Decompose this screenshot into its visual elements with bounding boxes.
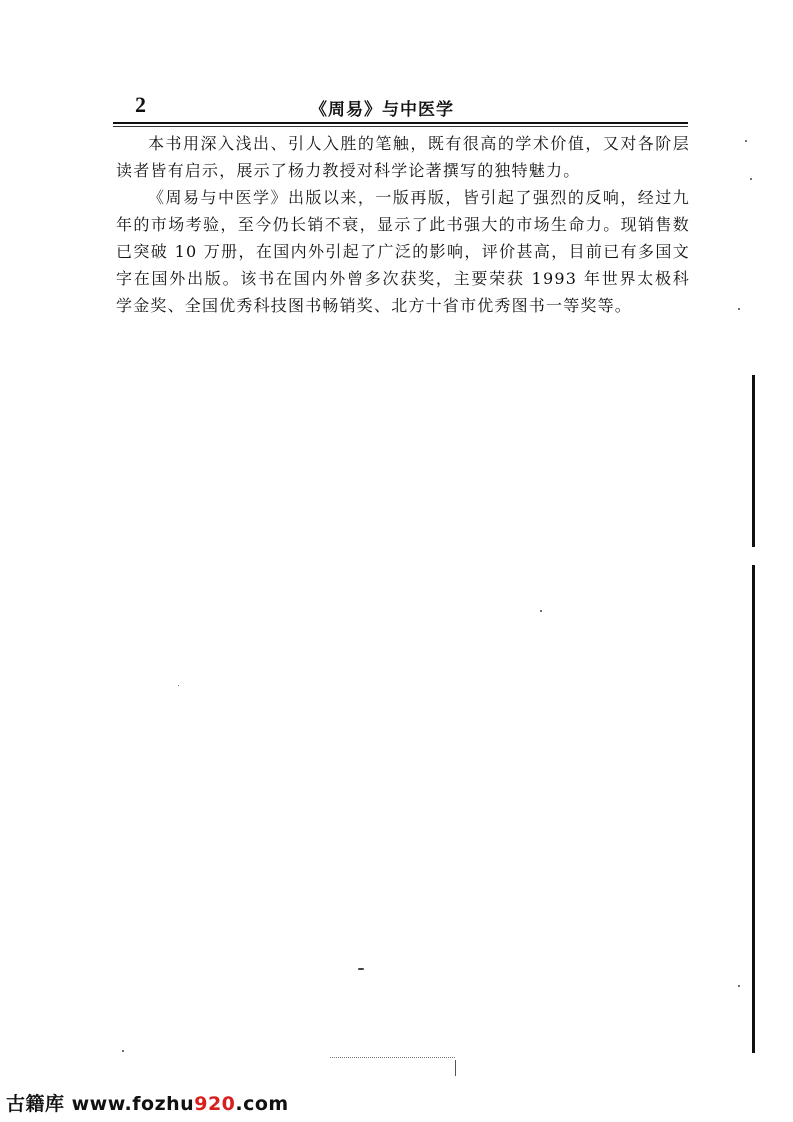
body-text xyxy=(116,130,690,319)
scan-speck xyxy=(745,140,747,142)
scan-speck xyxy=(540,610,542,612)
scan-speck xyxy=(738,985,740,987)
footer-dots xyxy=(330,1057,455,1059)
footer-mark xyxy=(455,1060,456,1076)
header-rule xyxy=(113,122,688,124)
watermark xyxy=(6,1089,289,1116)
scan-speck xyxy=(738,308,740,310)
scan-speck xyxy=(750,178,752,180)
scan-edge-line xyxy=(752,375,755,547)
watermark-suffix: .com xyxy=(235,1093,289,1115)
paragraph-2: 《周易与中医学》出版以来，一版再版，皆引起了强烈的反响，经过九年的市场考验，至今仍长销不衰，显示了此书强大的市场生命力。现销售数已突破 10 万册，在国内外引起了广泛的影响，评价甚高，目前已有多国文字在国外出版。该书在国内外曾多次获奖，主要荣获 1993 年世界太极科学金奖、全国优秀科技图书畅销奖、北方十省市优秀图书一等奖等。 xyxy=(116,188,690,315)
paragraph-1: 本书用深入浅出、引人入胜的笔触，既有很高的学术价值，又对各阶层读者皆有启示，展示了杨力教授对科学论著撰写的独特魅力。 xyxy=(116,134,690,180)
watermark-accent: 920 xyxy=(194,1093,236,1115)
running-title: 《周易》与中医学 xyxy=(310,100,454,120)
header-rule-thin xyxy=(113,126,688,127)
scan-edge-line xyxy=(752,565,755,1053)
scan-speck xyxy=(122,1050,124,1052)
scan-speck xyxy=(358,968,364,970)
page-number: 2 xyxy=(135,92,146,117)
watermark-prefix: 古籍库 www.fozhu xyxy=(6,1093,195,1115)
scan-speck xyxy=(178,685,179,686)
